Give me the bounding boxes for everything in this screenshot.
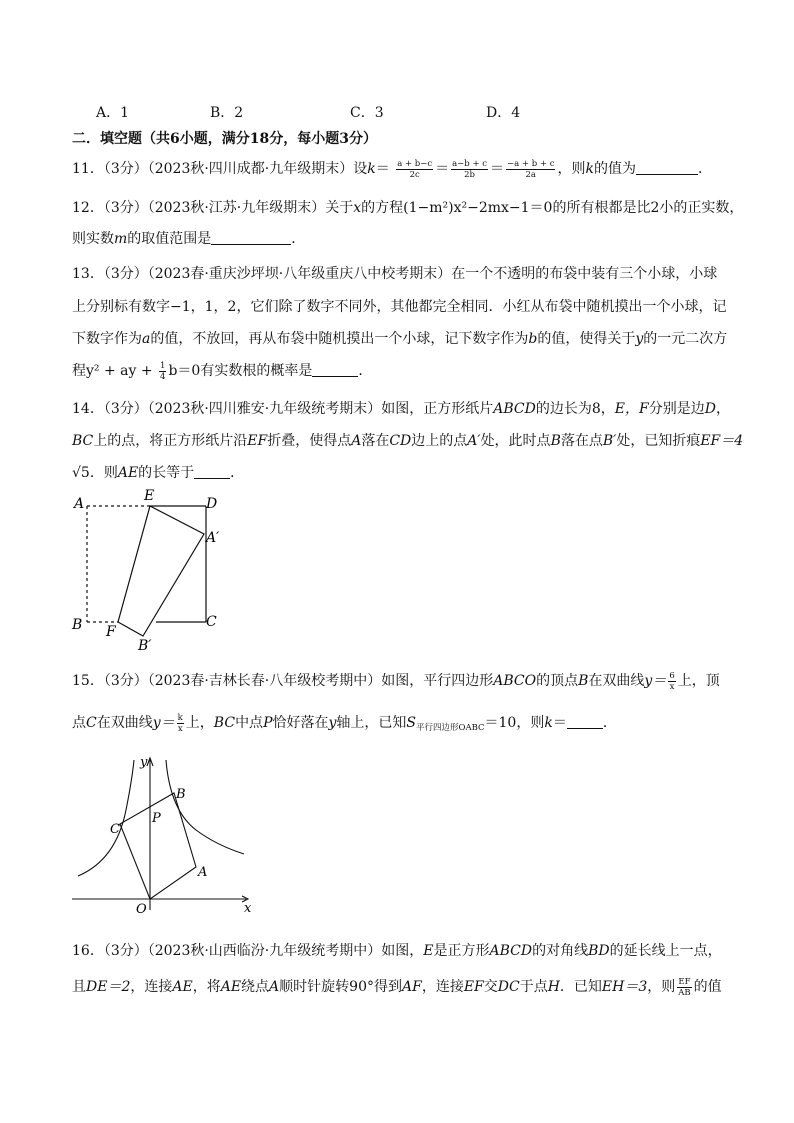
- fraction-6-over-x: $\frac{6}{x}$: [669, 670, 675, 692]
- question-14-line-2: BC上的点，将正方形纸片沿EF折叠，使得点A落在CD边上的点A′处，此时点B落在点B′处，已知折痕EF＝4: [72, 433, 744, 449]
- question-16-line-1: 16．（3分）（2023秋·山西临汾·九年级统考期中）如图，E是正方形ABCD的对角线BD的延长线上一点，: [72, 943, 722, 959]
- question-15-line-2: 点C在双曲线y＝ $\frac{k}{x}$ 上，BC中点P恰好落在y轴上，已知$S_{平行四边形OABC}=10$，则k＝ ．: [72, 712, 617, 734]
- fraction-1: $\frac{a + b-c}{2c}$: [397, 158, 433, 180]
- question-11: 11．（3分）（2023秋·四川成都·九年级期末）设k＝ $\frac{a + b-c}{2c}$ ＝ $\frac{a-b + c}{2b}$ ＝ $\frac{-a + b + c}{2a}$ ，则k的值为 ．: [72, 158, 712, 180]
- question-15-line-1: 15．（3分）（2023春·吉林长春·八年级校考期中）如图，平行四边形ABCO的顶点B在双曲线y＝ $\frac{6}{x}$ 上，顶: [72, 670, 720, 692]
- question-13-line-3: 下数字作为a的值，不放回，再从布袋中随机摸出一个小球，记下数字作为b的值，使得关于y的一元二次方: [72, 331, 728, 347]
- fraction-k-over-x: $\frac{k}{x}$: [177, 712, 183, 734]
- label-B: B: [72, 617, 83, 633]
- question-12-line-1: 12．（3分）（2023秋·江苏·九年级期末）关于x的方程(1−m²)x²−2mx−1＝0的所有根都是比2小的正实数，: [72, 200, 744, 216]
- answer-blank[interactable]: [194, 464, 230, 479]
- label-P: P: [152, 811, 161, 826]
- answer-blank[interactable]: [312, 362, 358, 377]
- figure-hyperbola-parallelogram: [66, 750, 266, 920]
- option-b: B．2: [210, 105, 244, 121]
- label-B-prime: B′: [138, 638, 152, 654]
- label-E: E: [144, 488, 155, 504]
- answer-blank[interactable]: [636, 160, 698, 175]
- question-14-line-1: 14．（3分）（2023秋·四川雅安·九年级统考期末）如图，正方形纸片ABCD的边长为8，E，F分别是边D，: [72, 401, 730, 417]
- label-D: D: [206, 496, 218, 512]
- option-c: C．3: [350, 105, 384, 121]
- option-d: D．4: [486, 105, 521, 121]
- section-title: 二．填空题（共6小题，满分18分，每小题3分）: [72, 131, 377, 147]
- label-F: F: [106, 624, 116, 640]
- figure-square-fold: [66, 486, 236, 656]
- label-C: C: [110, 822, 120, 837]
- answer-blank[interactable]: [567, 714, 603, 729]
- question-12-line-2: 则实数m的取值范围是 ．: [72, 231, 306, 247]
- label-B: B: [176, 787, 186, 802]
- label-A: A: [74, 496, 85, 512]
- label-C: C: [206, 614, 217, 630]
- question-16-line-2: 且DE＝2，连接AE，将AE绕点A顺时针旋转90°得到AF，连接EF交DC于点H．已知EH＝3，则 $\frac{EF}{AB}$ 的值: [72, 976, 722, 998]
- fraction-3: $\frac{-a + b + c}{2a}$: [507, 158, 555, 180]
- question-14-line-3: √5．则AE的长等于 ．: [72, 465, 245, 481]
- question-13-line-1: 13．（3分）（2023春·重庆沙坪坝·八年级重庆八中校考期末）在一个不透明的布袋中装有三个小球，小球: [72, 266, 718, 282]
- label-x: x: [244, 901, 252, 916]
- answer-blank[interactable]: [211, 230, 291, 245]
- label-A: A: [198, 865, 208, 880]
- label-O: O: [136, 902, 147, 917]
- question-13-line-4: 程y² + ay + $\frac{1}{4}$ b＝0有实数根的概率是 ．: [72, 360, 373, 382]
- label-A-prime: A′: [206, 530, 220, 546]
- equation: (1−m²)x²−2mx−1＝0: [403, 200, 553, 216]
- fraction-quarter: $\frac{1}{4}$: [160, 360, 166, 382]
- fraction-ef-over-ab: $\frac{EF}{AB}$: [678, 976, 691, 998]
- label-y: y: [140, 755, 148, 770]
- fraction-2: $\frac{a-b + c}{2b}$: [452, 158, 488, 180]
- options-row: [96, 102, 520, 122]
- option-a: A．1: [96, 105, 130, 121]
- question-13-line-2: 上分别标有数字−1，1，2，它们除了数字不同外，其他都完全相同．小红从布袋中随机摸出一个小球，记: [72, 299, 727, 315]
